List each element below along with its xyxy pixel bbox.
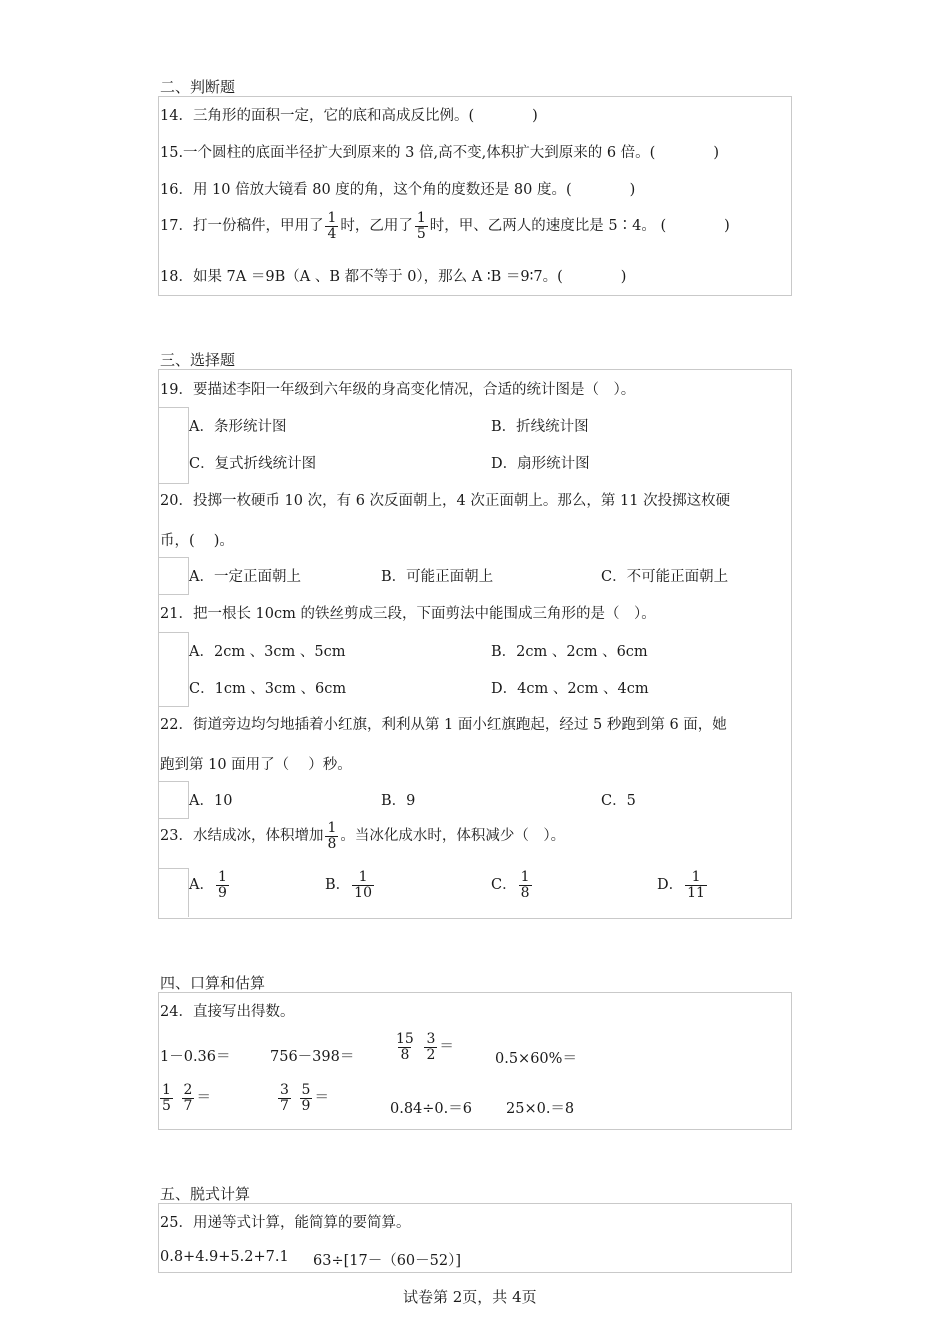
question-24: 24．直接写出得数。 bbox=[160, 1004, 295, 1020]
option-22b: B．9 bbox=[381, 793, 416, 809]
question-15: 15.一个圆柱的底面半径扩大到原来的 3 倍,高不变,体积扩大到原来的 6 倍。( ) bbox=[160, 145, 719, 161]
option-23a: A． $\frac{1}{9}$ bbox=[189, 869, 227, 901]
fraction: $\frac{1}{5}$ bbox=[416, 210, 426, 242]
expr-calc-2: 63÷[17－（60－52）] bbox=[313, 1253, 462, 1269]
question-22-line1: 22．街道旁边均匀地插着小红旗，利利从第 1 面小红旗跑起，经过 5 秒跑到第 6 面，她 bbox=[160, 717, 727, 733]
option-19c: C．复式折线统计图 bbox=[189, 456, 317, 472]
option-23d: D． $\frac{1}{11}$ bbox=[657, 869, 705, 901]
option-21c: C．1cm 、3cm 、6cm bbox=[189, 681, 347, 697]
expr-r1c4: 0.5×60%＝ bbox=[495, 1051, 577, 1067]
question-14: 14．三角形的面积一定，它的底和高成反比例。( ) bbox=[160, 108, 538, 124]
fraction: $\frac{15}{8}$ bbox=[396, 1031, 414, 1063]
option-22a: A．10 bbox=[189, 793, 233, 809]
option-23b: B． $\frac{1}{10}$ bbox=[325, 869, 372, 901]
fraction: $\frac{1}{4}$ bbox=[327, 210, 337, 242]
question-23: 23．水结成冰，体积增加 $\frac{1}{8}$ 。当冰化成水时，体积减少（ ）。 bbox=[160, 820, 566, 852]
page-footer: 试卷第 2页，共 4页 bbox=[403, 1288, 537, 1306]
option-19a: A．条形统计图 bbox=[189, 419, 287, 435]
expr-r1c2: 756－398＝ bbox=[270, 1049, 355, 1065]
expr-r1c1: 1－0.36＝ bbox=[160, 1049, 231, 1065]
option-19b: B．折线统计图 bbox=[491, 419, 589, 435]
question-20-line2: 币，( )。 bbox=[160, 533, 234, 549]
section-heading-calc: 五、脱式计算 bbox=[160, 1185, 251, 1203]
question-22-line2: 跑到第 10 面用了（ ）秒。 bbox=[160, 757, 352, 773]
expr-r2c1: $\frac{1}{5}$ $\frac{2}{7}$ ＝ bbox=[162, 1082, 211, 1114]
fraction: $\frac{1}{5}$ bbox=[162, 1082, 171, 1114]
option-19d: D．扇形统计图 bbox=[491, 456, 590, 472]
question-16: 16．用 10 倍放大镜看 80 度的角，这个角的度数还是 80 度。( ) bbox=[160, 182, 636, 198]
fraction: $\frac{2}{7}$ bbox=[183, 1082, 193, 1114]
expr-calc-1: 0.8+4.9+5.2+7.1 bbox=[160, 1249, 289, 1265]
fraction: $\frac{1}{11}$ bbox=[687, 869, 705, 901]
question-20-line1: 20．投掷一枚硬币 10 次，有 6 次反面朝上，4 次正面朝上。那么，第 11 次投掷这枚硬 bbox=[160, 493, 731, 509]
expr-r2c4: 25×0.＝8 bbox=[506, 1101, 575, 1117]
fraction: $\frac{1}{9}$ bbox=[217, 869, 227, 901]
expr-r1c3: $\frac{15}{8}$ $\frac{3}{2}$ ＝ bbox=[396, 1031, 454, 1063]
option-20c: C．不可能正面朝上 bbox=[601, 569, 729, 585]
section-heading-judge: 二、判断题 bbox=[160, 78, 236, 96]
option-23c: C． $\frac{1}{8}$ bbox=[491, 869, 530, 901]
fraction: $\frac{3}{7}$ bbox=[280, 1082, 289, 1114]
option-20a: A．一定正面朝上 bbox=[189, 569, 301, 585]
fraction: $\frac{3}{2}$ bbox=[426, 1031, 436, 1063]
option-21d: D．4cm 、2cm 、4cm bbox=[491, 681, 649, 697]
option-20b: B．可能正面朝上 bbox=[381, 569, 494, 585]
option-21b: B．2cm 、2cm 、6cm bbox=[491, 644, 648, 660]
option-21a: A．2cm 、3cm 、5cm bbox=[189, 644, 346, 660]
question-19: 19．要描述李阳一年级到六年级的身高变化情况，合适的统计图是（ ）。 bbox=[160, 382, 636, 398]
question-17: 17．打一份稿件，甲用了 $\frac{1}{4}$ 时，乙用了 $\frac{1}{5}$ 时，甲、乙两人的速度比是 5∶4。 ( ) bbox=[160, 210, 730, 242]
expr-r2c2: $\frac{3}{7}$ $\frac{5}{9}$ ＝ bbox=[280, 1082, 329, 1114]
section-heading-choice: 三、选择题 bbox=[160, 351, 236, 369]
question-25: 25．用递等式计算，能简算的要简算。 bbox=[160, 1215, 411, 1231]
fraction: $\frac{1}{10}$ bbox=[354, 869, 372, 901]
option-22c: C．5 bbox=[601, 793, 636, 809]
section-heading-mental: 四、口算和估算 bbox=[160, 974, 266, 992]
question-21: 21．把一根长 10cm 的铁丝剪成三段，下面剪法中能围成三角形的是（ ）。 bbox=[160, 606, 656, 622]
fraction: $\frac{1}{8}$ bbox=[520, 869, 530, 901]
expr-r2c3: 0.84÷0.＝6 bbox=[390, 1101, 472, 1117]
fraction: $\frac{1}{8}$ bbox=[327, 820, 337, 852]
fraction: $\frac{5}{9}$ bbox=[301, 1082, 311, 1114]
question-18: 18．如果 7A ＝9B（A 、B 都不等于 0），那么 A ∶B ＝9∶7。( ) bbox=[160, 269, 627, 285]
